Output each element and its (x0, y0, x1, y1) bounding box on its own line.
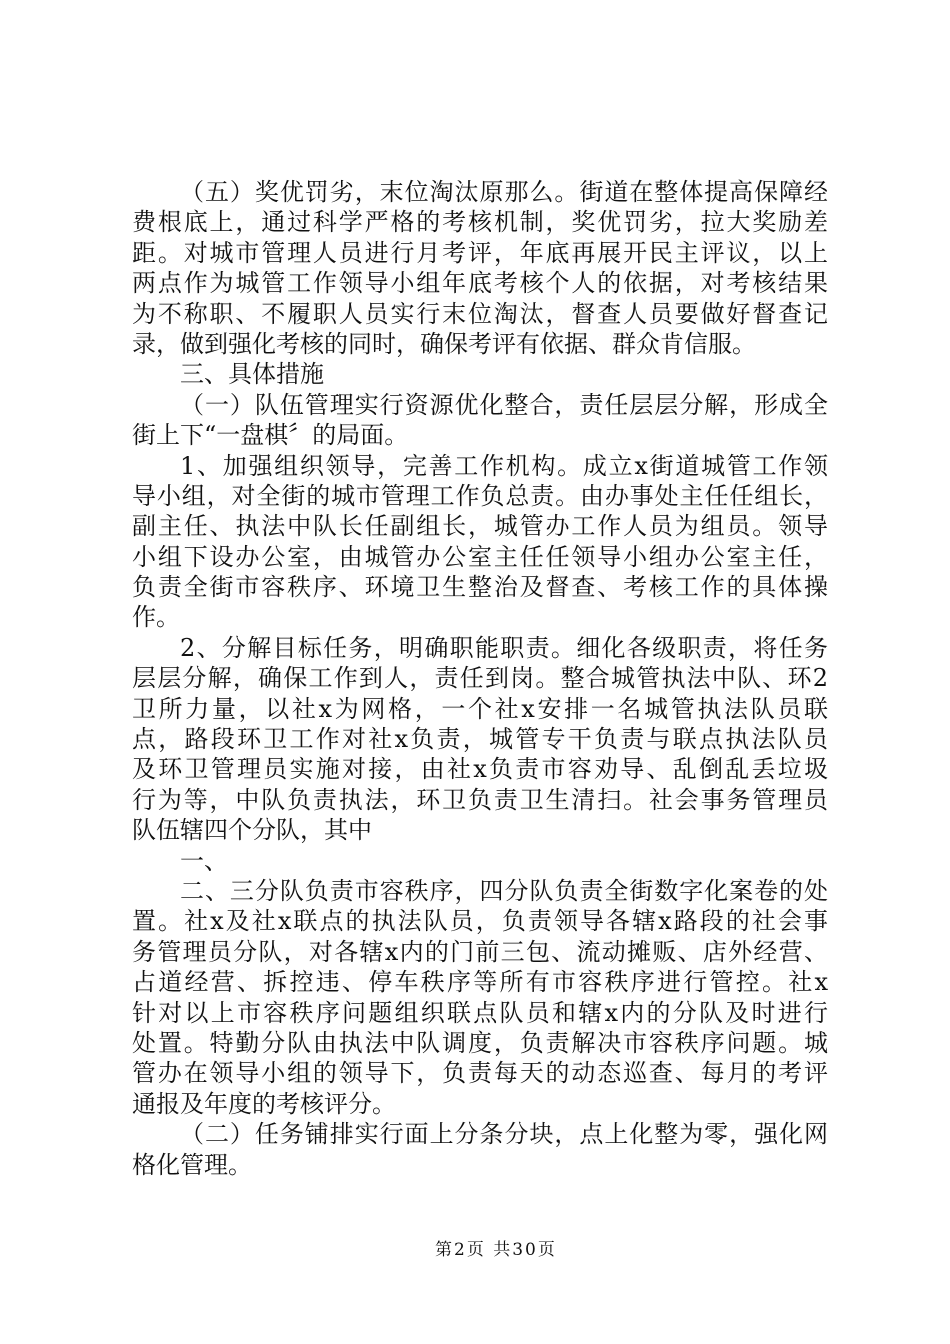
text-line: 针对以上市容秩序问题组织联点队员和辖x内的分队及时进行 (132, 998, 828, 1027)
paragraph-item-1 (132, 451, 828, 633)
section-heading (132, 359, 828, 389)
text-line: 管办在领导小组的领导下，负责每天的动态巡查、每月的考评 (132, 1059, 828, 1088)
text-line: 务管理员分队，对各辖x内的门前三包、流动摊贩、店外经营、 (132, 937, 828, 966)
text-line: 层层分解，确保工作到人，责任到岗。整合城管执法中队、环2 (132, 664, 828, 693)
text-line: 为不称职、不履职人员实行末位淘汰，督查人员要做好督查记 (132, 299, 828, 328)
paragraph-list-marker (132, 846, 828, 876)
text-line: 导小组，对全街的城市管理工作负总责。由办事处主任任组长， (132, 481, 828, 510)
text-line: 处置。特勤分队由执法中队调度，负责解决市容秩序问题。城 (132, 1028, 828, 1057)
section-heading-text: 三、具体措施 (180, 360, 324, 389)
page-number-footer: 第2页 共30页 (435, 1240, 557, 1260)
paragraph-reward-punish (132, 177, 828, 359)
text-line: 两点作为城管工作领导小组年底考核个人的依据，对考核结果 (132, 269, 828, 298)
text-line: 队伍辖四个分队，其中 (132, 816, 372, 845)
text-line: （一）队伍管理实行资源优化整合，责任层层分解，形成全 (180, 390, 828, 419)
text-line: 负责全街市容秩序、环境卫生整治及督查、考核工作的具体操 (132, 573, 828, 602)
text-line: 距。对城市管理人员进行月考评，年底再展开民主评议，以上 (132, 238, 828, 267)
text-line: 小组下设办公室，由城管办公室主任任领导小组办公室主任， (132, 542, 828, 571)
text-line: 1、加强组织领导，完善工作机构。成立x街道城管工作领 (180, 451, 828, 480)
text-line: 费根底上，通过科学严格的考核机制，奖优罚劣，拉大奖励差 (132, 208, 828, 237)
paragraph-item-2 (132, 633, 828, 846)
text-line: 2、分解目标任务，明确职能职责。细化各级职责，将任务 (180, 633, 828, 662)
text-line: 一、 (180, 846, 228, 875)
paragraph-team-management (132, 390, 828, 451)
text-line: 卫所力量，以社x为网格，一个社x安排一名城管执法队员联 (132, 694, 828, 723)
text-line: 置。社x及社x联点的执法队员，负责领导各辖x路段的社会事 (132, 907, 828, 936)
text-line: 街上下“一盘棋〞的局面。 (132, 421, 409, 450)
text-line: 占道经营、拆控违、停车秩序等所有市容秩序进行管控。社x (132, 968, 828, 997)
paragraph-task-arrangement (132, 1119, 828, 1180)
text-line: 行为等，中队负责执法，环卫负责卫生清扫。社会事务管理员 (132, 785, 828, 814)
text-line: 及环卫管理员实施对接，由社x负责市容劝导、乱倒乱丢垃圾 (132, 755, 828, 784)
text-line: 副主任、执法中队长任副组长，城管办工作人员为组员。领导 (132, 512, 828, 541)
paragraph-squads (132, 876, 828, 1119)
text-line: 通报及年度的考核评分。 (132, 1089, 396, 1118)
text-line: 点，路段环卫工作对社x负责，城管专干负责与联点执法队员 (132, 725, 828, 754)
document-body (132, 177, 828, 1180)
text-line: 格化管理。 (132, 1150, 252, 1179)
text-line: （五）奖优罚劣，末位淘汰原那么。街道在整体提高保障经 (180, 178, 828, 206)
text-line: 作。 (132, 603, 180, 632)
text-line: 录，做到强化考核的同时，确保考评有依据、群众肯信服。 (132, 329, 756, 358)
text-line: （二）任务铺排实行面上分条分块，点上化整为零，强化网 (180, 1120, 828, 1149)
text-line: 二、三分队负责市容秩序，四分队负责全街数字化案卷的处 (180, 876, 828, 905)
